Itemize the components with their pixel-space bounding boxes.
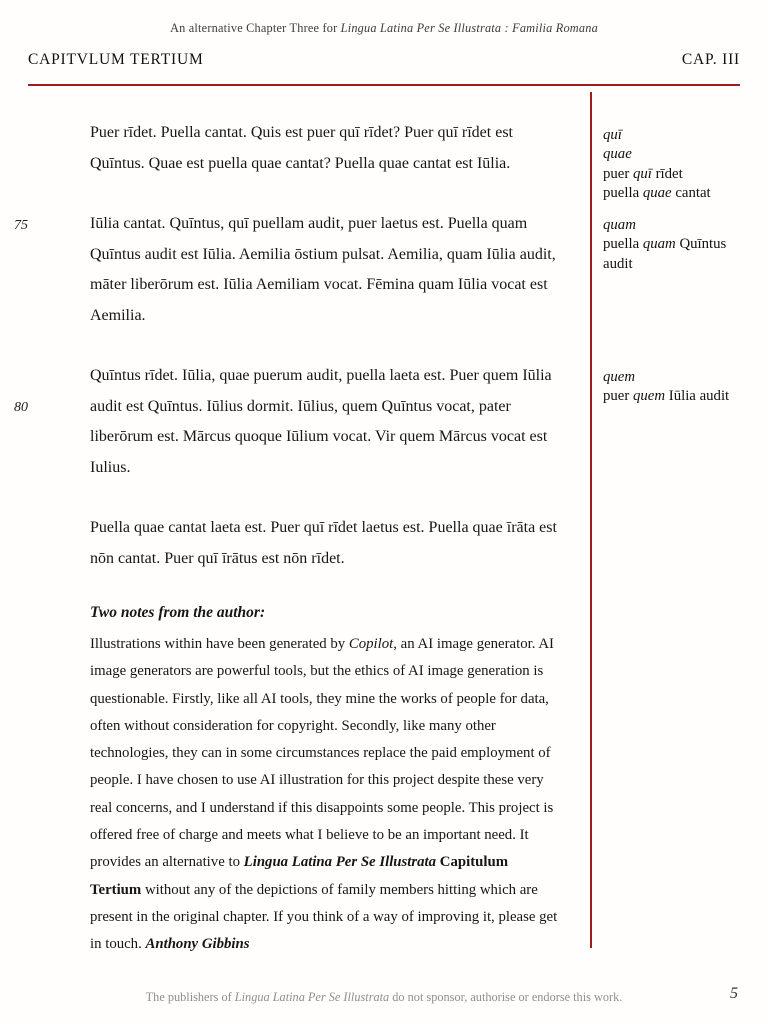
chapter-reference: CAP. III	[681, 51, 740, 68]
chapter-header	[28, 51, 740, 69]
author-notes-paragraph: Illustrations within have been generated by Copilot, an AI image generator. AI image generators are powerful tools, but the ethics of AI image generation is questionable. Firstly, like all AI tools, they mine the works of people for data, often without consideration for copyright. Secondly, like many other technologies, they can in some circumstances replace the paid employment of people. I have chosen to use AI illustration for this project despite these very real concerns, and I understand if this disappoints some people. This project is offered free of charge and meets what I believe to be an important need. It provides an alternative to Lingua Latina Per Se Illustrata Capitulum Tertium without any of the depictions of family members hitting which are present in the original chapter. If you think of a way of improving it, please get in touch. Anthony Gibbins	[90, 636, 558, 953]
footer-disclaimer: The publishers of Lingua Latina Per Se Illustrata do not sponsor, authorise or endorse this work.	[145, 990, 623, 1004]
latin-paragraph-1: Puer rīdet. Puella cantat. Quis est puer quī rīdet? Puer quī rīdet est Quīntus. Quae est puella quae cantat? Puella quae cantat est Iūlia.	[90, 124, 513, 172]
latin-paragraph-2: Iūlia cantat. Quīntus, quī puellam audit, puer laetus est. Puella quam Quīntus audit est Iūlia. Aemilia ōstium pulsat. Aemilia, quam Iūlia audit, māter liberōrum est. Iūlia Aemiliam vocat. Fēmina quam Iūlia vocat est Aemilia.	[90, 215, 556, 324]
chapter-title: CAPITVLUM TERTIUM	[28, 51, 204, 68]
margin-divider-rule	[590, 92, 592, 948]
line-number-80: 80	[14, 400, 28, 415]
margin-note-qui-quae: quī quae puer quī rīdet puella quae cantat	[603, 127, 711, 201]
page-number: 5	[730, 985, 738, 1002]
notes-heading: Two notes from the author:	[90, 604, 266, 621]
main-text-column	[90, 118, 560, 959]
header-rule	[28, 84, 740, 86]
margin-note-quam: quam puella quam Quīntus audit	[603, 217, 727, 272]
running-header: An alternative Chapter Three for Lingua Latina Per Se Illustrata : Familia Romana	[170, 21, 598, 35]
line-number-75: 75	[14, 218, 28, 233]
latin-paragraph-4: Puella quae cantat laeta est. Puer quī rīdet laetus est. Puella quae īrāta est nōn cantat. Puer quī īrātus est nōn rīdet.	[90, 519, 557, 567]
margin-note-quem: quem puer quem Iūlia audit	[603, 369, 730, 405]
latin-paragraph-3: Quīntus rīdet. Iūlia, quae puerum audit, puella laeta est. Puer quem Iūlia audit est Quīntus. Iūlius dormit. Iūlius, quem Quīntus vocat, pater liberōrum est. Mārcus quoque Iūlium vocat. Vir quem Mārcus vocat est Iulius.	[90, 367, 552, 476]
